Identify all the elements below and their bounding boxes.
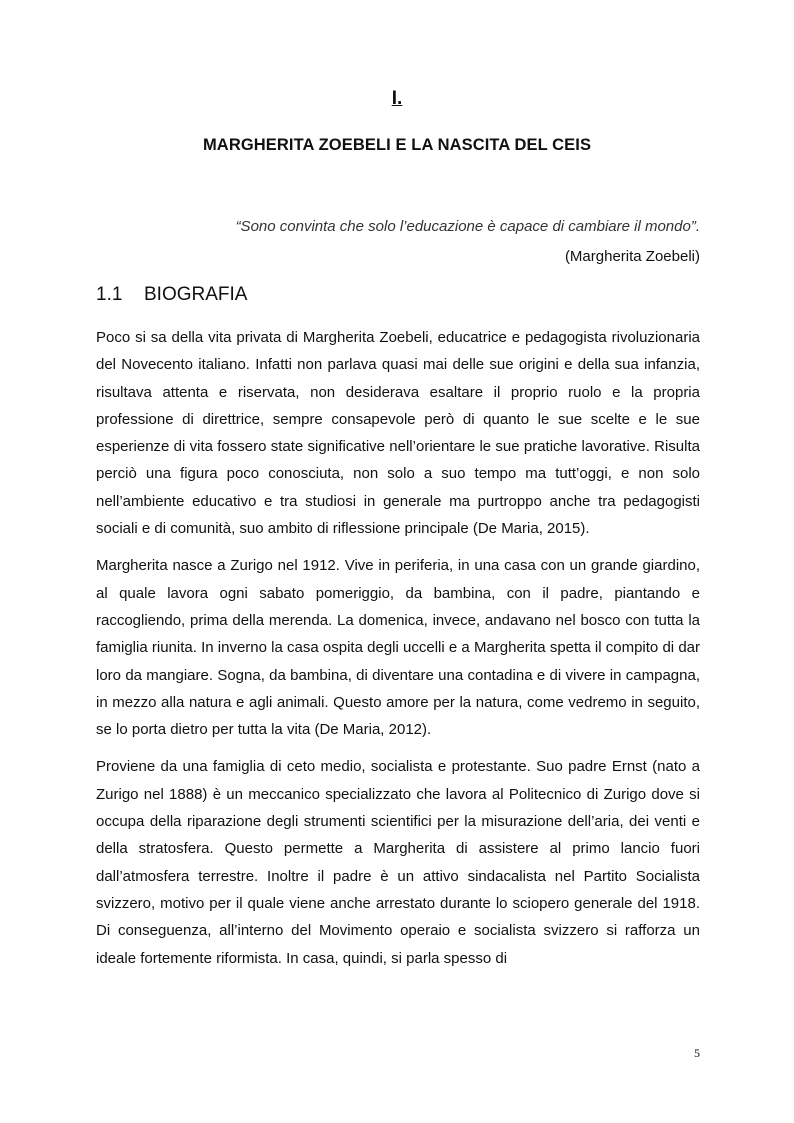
epigraph-quote: “Sono convinta che solo l’educazione è capace di cambiare il mondo”.: [235, 218, 700, 235]
epigraph-source: (Margherita Zoebeli): [564, 248, 700, 265]
section-heading: [96, 284, 247, 306]
paragraph: Margherita nasce a Zurigo nel 1912. Vive in periferia, in una casa con un grande giardino, al quale lavora ogni sabato pomeriggio, da bambina, con il padre, piantando e raccogliendo, prima della merenda. La domenica, invece, andavano nel bosco con tutta la famiglia riunita. In inverno la casa ospita degli uccelli e a Margherita spetta il compito di dar loro da mangiare. Sogna, da bambina, di diventare una contadina e di vivere in campagna, in mezzo alla natura e agli animali. Questo amore per la natura, come vedremo in seguito, se lo porta dietro per tutta la vita (De Maria, 2012).: [96, 557, 700, 739]
page-number: 5: [694, 1046, 700, 1060]
body-text: [96, 324, 700, 982]
paragraph: Poco si sa della vita privata di Margherita Zoebeli, educatrice e pedagogista rivoluzionaria del Novecento italiano. Infatti non parlava quasi mai delle sue origini e della sua infanzia, risultava attenta e riservata, non desiderava esaltare il proprio ruolo e la propria professione di direttrice, sempre consapevole però di quanto le sue scelte e le sue esperienze di vita fossero state significative nell’orientare le sue pratiche lavorative. Risulta perciò una figura poco conosciuta, non solo a suo tempo ma tutt’oggi, e non solo nell’ambiente educativo e tra studiosi in generale ma purtroppo anche tra pedagogisti sociali e di comunità, suo ambito di riflessione principale (De Maria, 2015).: [96, 329, 700, 538]
chapter-title: MARGHERITA ZOEBELI E LA NASCITA DEL CEIS: [202, 136, 592, 154]
section-title: BIOGRAFIA: [144, 284, 248, 305]
section-number: 1.1: [96, 284, 123, 305]
paragraph: Proviene da una famiglia di ceto medio, socialista e protestante. Suo padre Ernst (nato a Zurigo nel 1888) è un meccanico specializzato che lavora al Politecnico di Zurigo dove si occupa della riparazione degli strumenti scientifici per la misurazione dell’aria, dei venti e della stratosfera. Questo permette a Margherita di assistere al primo lancio fuori dall’atmosfera terrestre. Inoltre il padre è un attivo sindacalista nel Partito Socialista svizzero, motivo per il quale viene anche arrestato durante lo sciopero generale del 1918. Di conseguenza, all’interno del Movimento operaio e socialista svizzero si rafforza un ideale fortemente riformista. In casa, quindi, si parla spesso di: [96, 758, 700, 967]
chapter-number: I.: [391, 88, 403, 109]
